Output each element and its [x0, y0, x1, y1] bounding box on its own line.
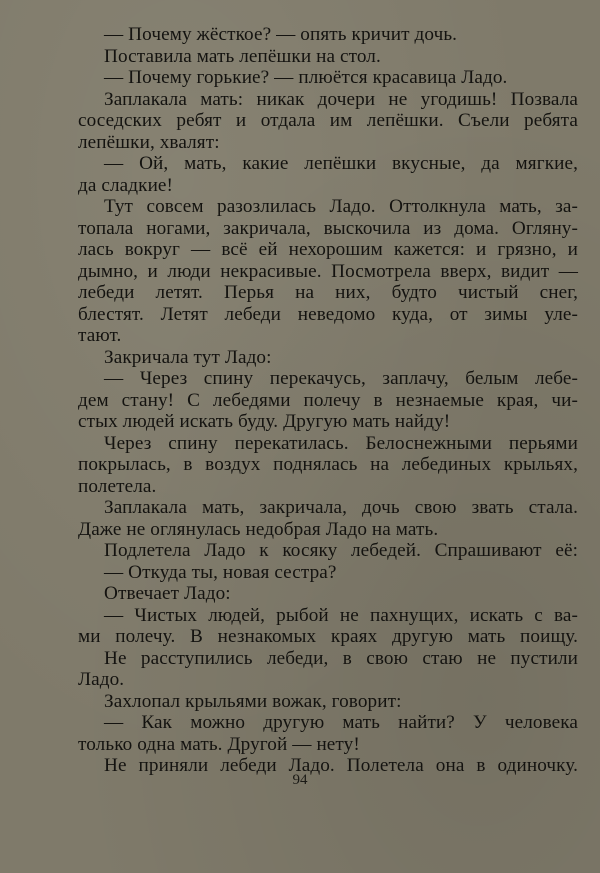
text-line: Не приняли лебеди Ладо. Полетела она в одиночку.	[104, 755, 578, 776]
text-line: ми полечу. В незнакомых краях другую мать поищу.	[78, 626, 578, 647]
text-line: Тут совсем разозлилась Ладо. Оттолкнула мать, за-	[104, 196, 578, 217]
text-line: лась вокруг — всё ей нехорошим кажется: и грязно, и	[78, 239, 578, 260]
text-line: полетела.	[78, 475, 157, 497]
text-line: Поставила мать лепёшки на стол.	[104, 45, 381, 67]
text-line: — Почему горькие? — плюётся красавица Ладо.	[104, 67, 508, 88]
text-line: Ладо.	[78, 669, 125, 690]
text-line: дем стану! С лебедями полечу в незнаемые края, чи-	[78, 389, 578, 411]
text-line: — Ой, мать, какие лепёшки вкусные, да мягкие,	[104, 153, 578, 174]
text-line: Даже не оглянулась недобрая Ладо на мать.	[78, 518, 439, 540]
text-line: Закричала тут Ладо:	[104, 346, 272, 368]
text-line: соседских ребят и отдала им лепёшки. Съели ребята	[78, 110, 578, 131]
text-line: — Откуда ты, новая сестра?	[104, 561, 337, 583]
text-line: Заплакала мать, закричала, дочь свою звать стала.	[104, 497, 578, 518]
body-text	[78, 24, 578, 777]
text-line: лебеди летят. Перья на них, будто чистый снег,	[78, 282, 578, 303]
text-line: Не расступились лебеди, в свою стаю не пустили	[104, 647, 578, 669]
text-line: Заплакала мать: никак дочери не угодишь! Позвала	[104, 88, 578, 110]
text-line: Подлетела Ладо к косяку лебедей. Спрашивают её:	[104, 540, 578, 561]
text-line: — Как можно другую мать найти? У человека	[104, 712, 578, 733]
text-line: Отвечает Ладо:	[104, 583, 231, 604]
text-line: стых людей искать буду. Другую мать найду!	[78, 411, 451, 432]
page-number: 94	[292, 772, 308, 788]
text-line: лепёшки, хвалят:	[78, 131, 220, 153]
text-line: да сладкие!	[78, 174, 174, 196]
text-line: — Чистых людей, рыбой не пахнущих, искать с ва-	[104, 604, 578, 626]
text-line: Захлопал крыльями вожак, говорит:	[104, 690, 402, 712]
text-line: дымно, и люди некрасивые. Посмотрела вверх, видит —	[78, 260, 578, 282]
text-line: покрылась, в воздух поднялась на лебединых крыльях,	[78, 454, 578, 475]
text-line: топала ногами, закричала, выскочила из дома. Огляну-	[78, 217, 578, 239]
text-line: блестят. Летят лебеди неведомо куда, от зимы уле-	[78, 303, 578, 325]
text-line: тают.	[78, 325, 122, 346]
text-line: — Почему жёсткое? — опять кричит дочь.	[104, 24, 458, 45]
text-line: Через спину перекатилась. Белоснежными перьями	[104, 432, 578, 454]
text-line: — Через спину перекачусь, заплачу, белым лебе-	[104, 368, 578, 389]
text-line: только одна мать. Другой — нету!	[78, 733, 360, 755]
